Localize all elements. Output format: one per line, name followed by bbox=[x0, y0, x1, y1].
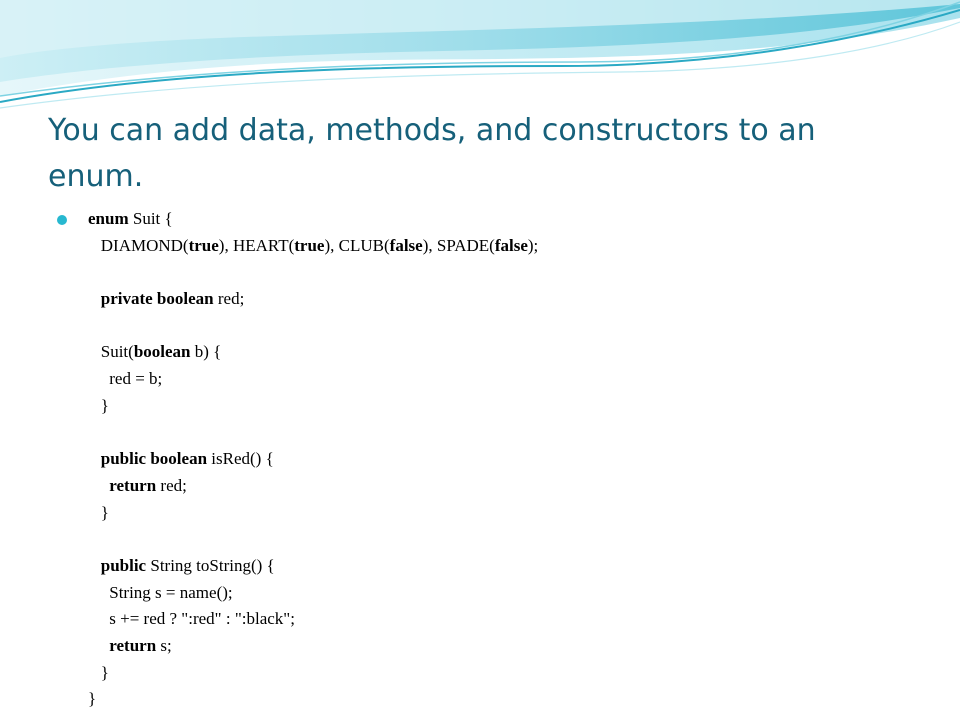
code-keyword: enum bbox=[88, 209, 129, 228]
code-text: red; bbox=[156, 475, 187, 495]
code-line bbox=[88, 339, 928, 366]
code-line bbox=[88, 259, 928, 286]
code-text bbox=[88, 636, 109, 655]
code-text: Suit( bbox=[88, 342, 134, 362]
code-text: } bbox=[88, 662, 109, 682]
code-keyword: false bbox=[389, 235, 423, 255]
code-line bbox=[88, 233, 928, 260]
code-text: s; bbox=[156, 636, 172, 655]
code-line bbox=[88, 473, 928, 500]
code-text: DIAMOND( bbox=[88, 235, 189, 255]
code-text: s += red ? ":red" : ":black"; bbox=[88, 609, 295, 629]
code-text bbox=[88, 289, 101, 308]
code-text: } bbox=[88, 502, 109, 522]
code-line bbox=[88, 686, 928, 713]
code-text: isRed() { bbox=[207, 449, 274, 469]
code-line bbox=[88, 366, 928, 393]
code-text: } bbox=[88, 395, 109, 415]
code-text: } bbox=[88, 689, 97, 709]
code-text bbox=[88, 449, 101, 468]
code-text: ), SPADE( bbox=[422, 235, 495, 255]
header-swoosh-decoration bbox=[0, 0, 960, 110]
code-line bbox=[88, 393, 928, 420]
code-keyword: return bbox=[109, 636, 157, 655]
code-line bbox=[88, 553, 928, 580]
code-text: red = b; bbox=[88, 369, 163, 389]
code-keyword: true bbox=[188, 235, 219, 255]
code-line bbox=[88, 633, 928, 660]
code-line bbox=[88, 526, 928, 553]
code-line bbox=[88, 606, 928, 633]
code-line bbox=[88, 420, 928, 447]
code-text: ), CLUB( bbox=[324, 235, 390, 255]
code-line bbox=[88, 660, 928, 687]
code-text: String s = name(); bbox=[88, 582, 233, 602]
code-line bbox=[88, 206, 928, 233]
code-keyword: private boolean bbox=[100, 289, 214, 309]
code-line bbox=[88, 580, 928, 607]
code-keyword: true bbox=[294, 235, 325, 255]
bullet-point bbox=[57, 215, 67, 225]
code-block bbox=[88, 206, 928, 713]
code-line bbox=[88, 313, 928, 340]
code-text: ), HEART( bbox=[218, 235, 295, 255]
code-text bbox=[88, 556, 101, 575]
slide-title: You can add data, methods, and constructors to an enum. bbox=[48, 113, 816, 194]
code-keyword: false bbox=[494, 235, 528, 255]
code-text bbox=[88, 476, 109, 495]
code-keyword: public bbox=[100, 555, 147, 575]
code-line bbox=[88, 286, 928, 313]
code-keyword: boolean bbox=[133, 342, 191, 362]
code-text: red; bbox=[213, 289, 245, 309]
code-text: String toString() { bbox=[146, 555, 275, 575]
code-text: b) { bbox=[190, 342, 222, 362]
code-text: ); bbox=[527, 235, 539, 255]
code-keyword: return bbox=[109, 475, 157, 495]
code-keyword: public boolean bbox=[100, 449, 208, 469]
code-line bbox=[88, 446, 928, 473]
code-line bbox=[88, 500, 928, 527]
code-text: Suit { bbox=[128, 209, 173, 228]
